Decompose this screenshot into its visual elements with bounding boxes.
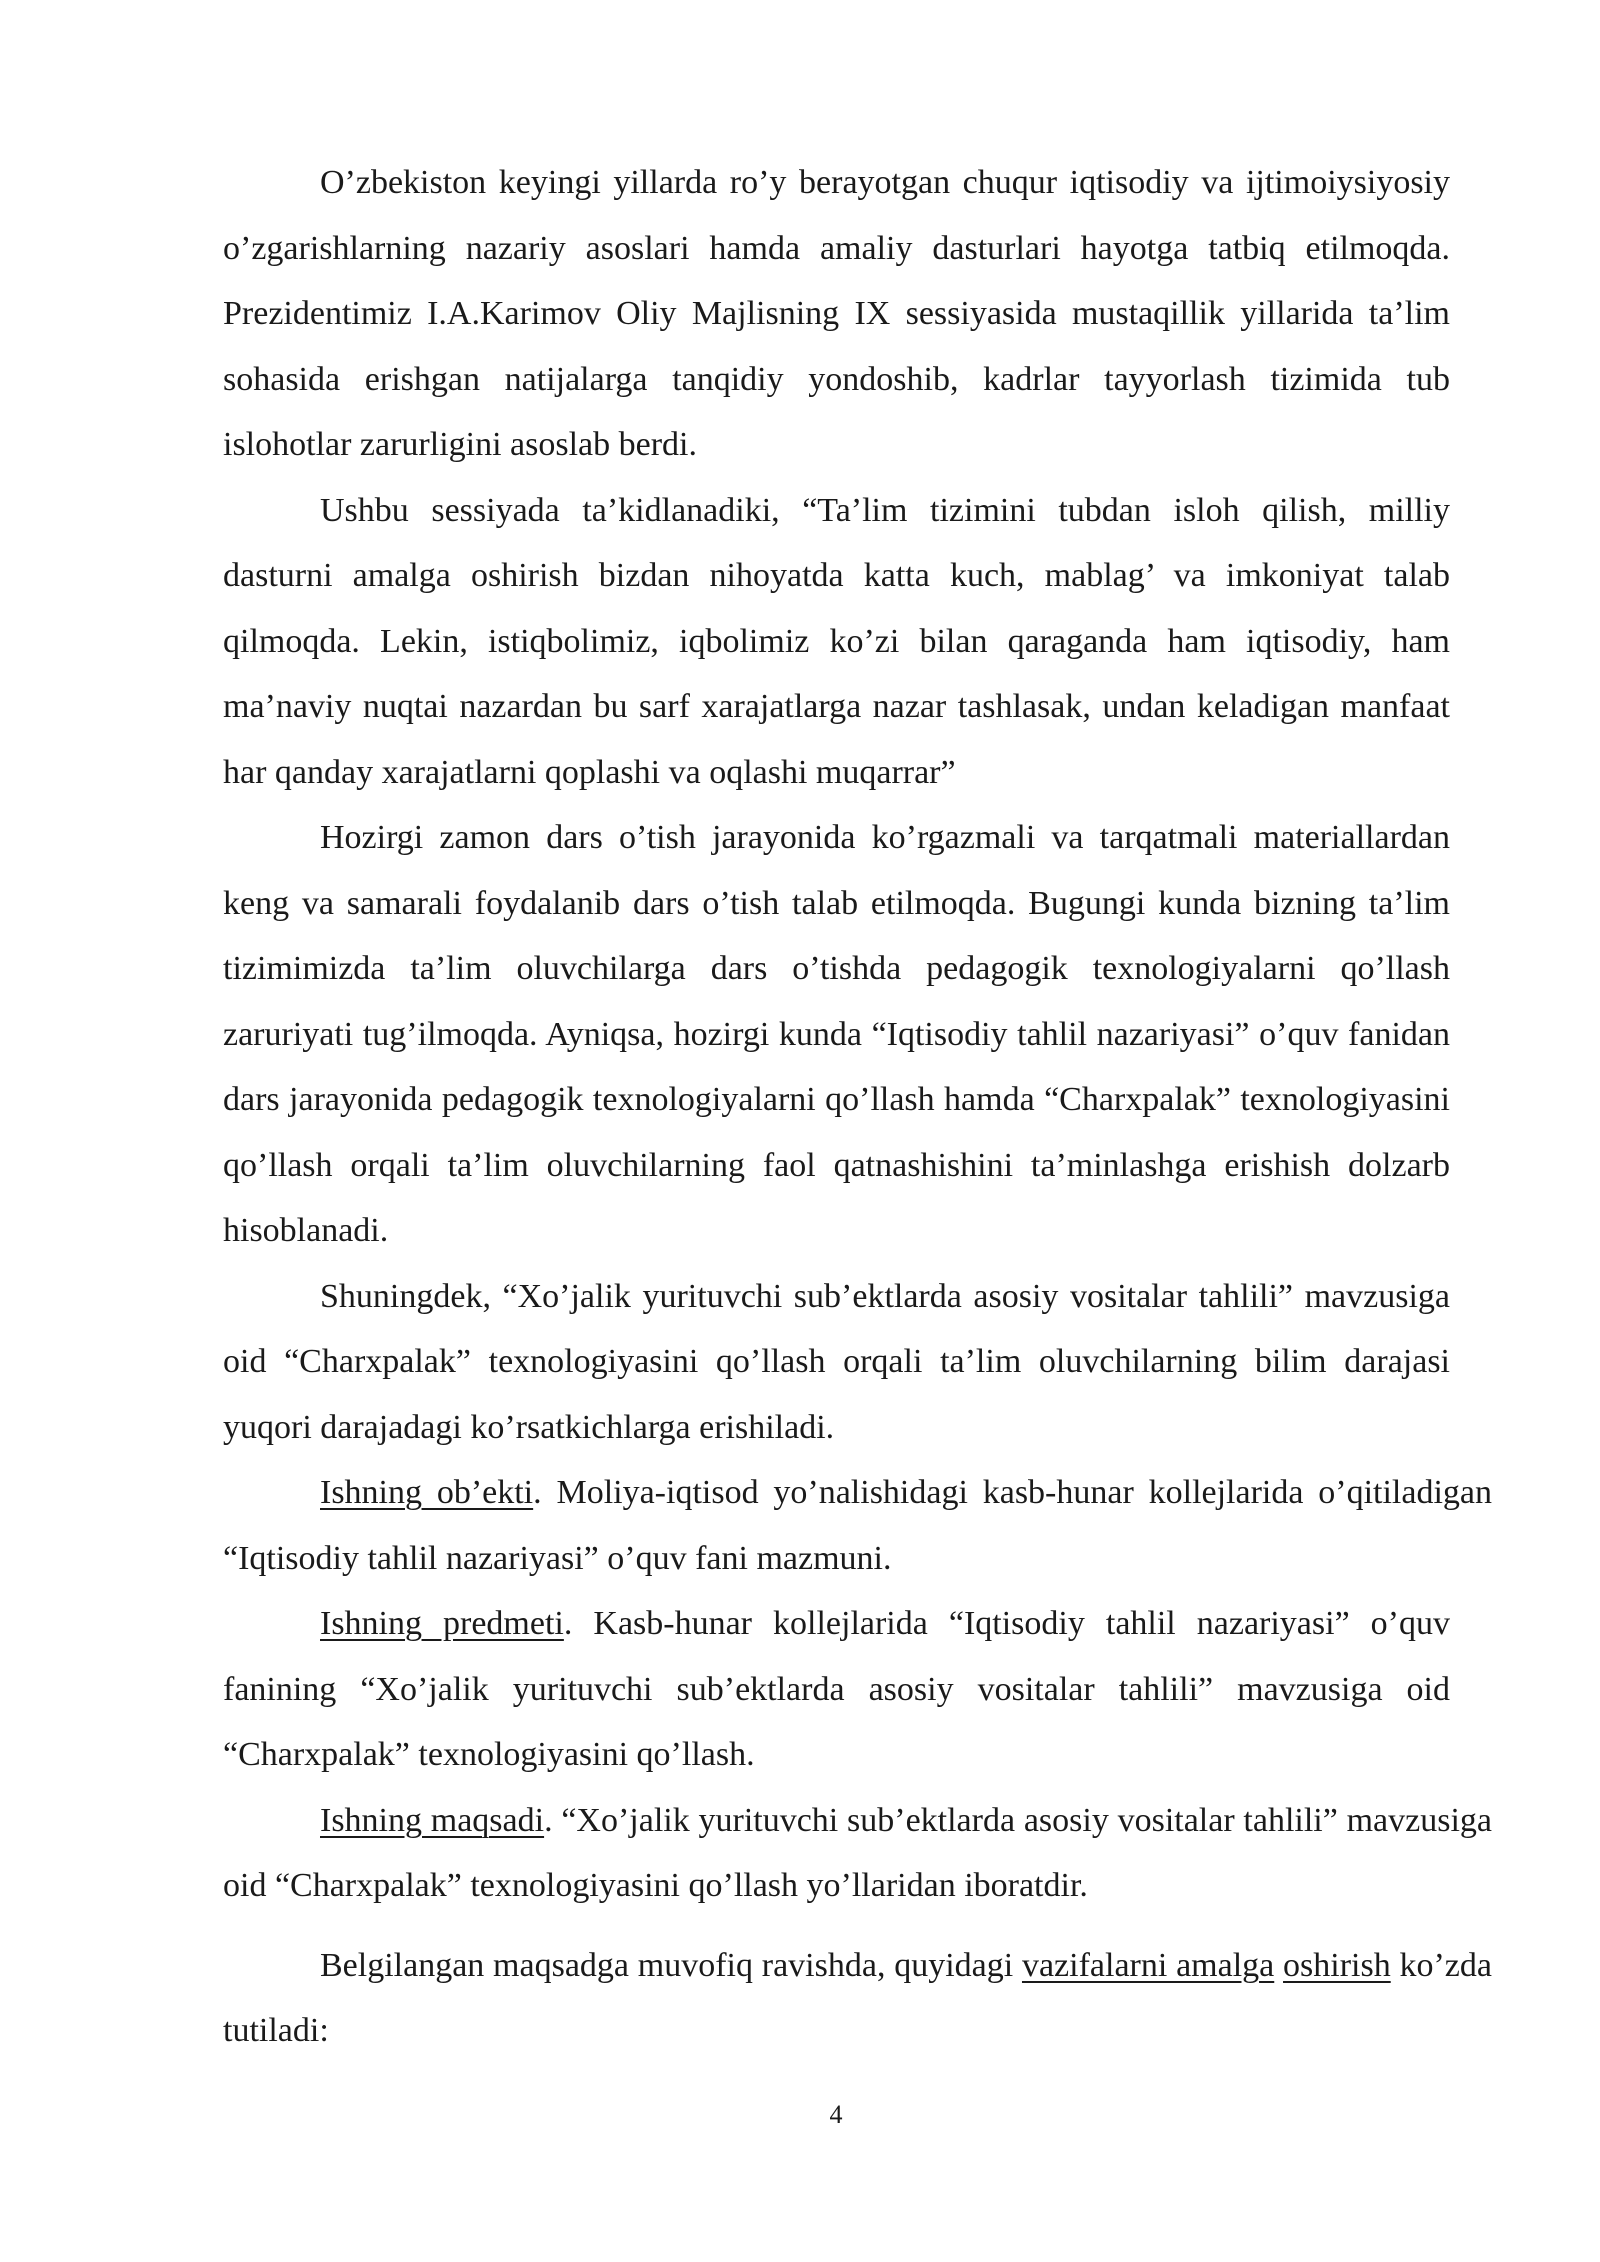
- paragraph-intro: O’zbekiston keyingi yillarda ro’y berayotgan chuqur iqtisodiy va ijtimoiysiyosiy o’zgarishlarning nazariy asoslari hamda amaliy dasturlari hayotga tatbiq etilmoqda. Prezidentimiz I.A.Karimov Oliy Majlisning IX sessiyasida mustaqillik yillarida ta’lim sohasida erishgan natijalarga tanqidiy yondoshib, kadrlar tayyorlash tizimida tub islohotlar zarurligini asoslab berdi.: [223, 164, 1450, 463]
- tasks-underline-1: vazifalarni amalga: [1021, 1946, 1275, 1984]
- paragraph-object: [223, 1460, 1492, 1591]
- tasks-space: [1274, 1947, 1283, 1984]
- subject-heading: Ishning predmeti: [320, 1605, 564, 1642]
- paragraph-subject: [223, 1591, 1450, 1788]
- paragraph-session-quote: Ushbu sessiyada ta’kidlanadiki, “Ta’lim tizimini tubdan isloh qilish, milliy dasturni amalga oshirish bizdan nihoyatda katta kuch, mablag’ va imkoniyat talab qilmoqda. Lekin, istiqbolimiz, iqbolimiz ko’zi bilan qaraganda ham iqtisodiy, ham ma’naviy nuqtai nazardan bu sarf xarajatlarga nazar tashlasak, undan keladigan manfaat har qanday xarajatlarni qoplashi va oqlashi muqarrar”: [223, 491, 1450, 791]
- object-heading: Ishning ob’ekti: [320, 1474, 534, 1511]
- object-text: . Moliya-iqtisod yo’nalishidagi kasb-hunar kollejlarida o’qitiladigan “Iqtisodiy tahlil nazariyasi” o’quv fani mazmuni.: [223, 1474, 1493, 1577]
- paragraph-tasks: [223, 1933, 1492, 2064]
- subject-text: . Kasb-hunar kollejlarida “Iqtisodiy tahlil nazariyasi” o’quv fanining “Xo’jalik yurituvchi sub’ektlarda asosiy vositalar tahlili” mavzusiga oid “Charxpalak” texnologiyasini qo’llash.: [223, 1605, 1451, 1773]
- document-body: [223, 150, 1493, 2064]
- page-number: 4: [829, 2100, 843, 2129]
- paragraph-charxpalak: Shuningdek, “Xo’jalik yurituvchi sub’ektlarda asosiy vositalar tahlili” mavzusiga oid “Charxpalak” texnologiyasini qo’llash orqali ta’lim oluvchilarning bilim darajasi yuqori darajadagi ko’rsatkichlarga erishiladi.: [223, 1277, 1450, 1446]
- paragraph-modern-lessons: Hozirgi zamon dars o’tish jarayonida ko’rgazmali va tarqatmali materiallardan keng va samarali foydalanib dars o’tish talab etilmoqda. Bugungi kunda bizning ta’lim tizimimizda ta’lim oluvchilarga dars o’tishda pedagogik texnologiyalarni qo’llash zaruriyati tug’ilmoqda. Ayniqsa, hozirgi kunda “Iqtisodiy tahlil nazariyasi” o’quv fanidan dars jarayonida pedagogik texnologiyalarni qo’llash hamda “Charxpalak” texnologiyasini qo’llash orqali ta’lim oluvchilarning faol qatnashishini ta’minlashga erishish dolzarb hisoblanadi.: [223, 819, 1450, 1249]
- goal-text: . “Xo’jalik yurituvchi sub’ektlarda asosiy vositalar tahlili” mavzusiga oid “Charxpalak” texnologiyasini qo’llash yo’llaridan iboratdir.: [223, 1801, 1492, 1904]
- goal-heading: Ishning maqsadi: [320, 1801, 545, 1839]
- tasks-text-before: Belgilangan maqsadga muvofiq ravishda, quyidagi: [320, 1946, 1022, 1984]
- paragraph-goal: [223, 1788, 1492, 1919]
- tasks-text-after: ko’zda tutiladi:: [223, 1946, 1492, 2049]
- tasks-underline-2: oshirish: [1283, 1946, 1391, 1984]
